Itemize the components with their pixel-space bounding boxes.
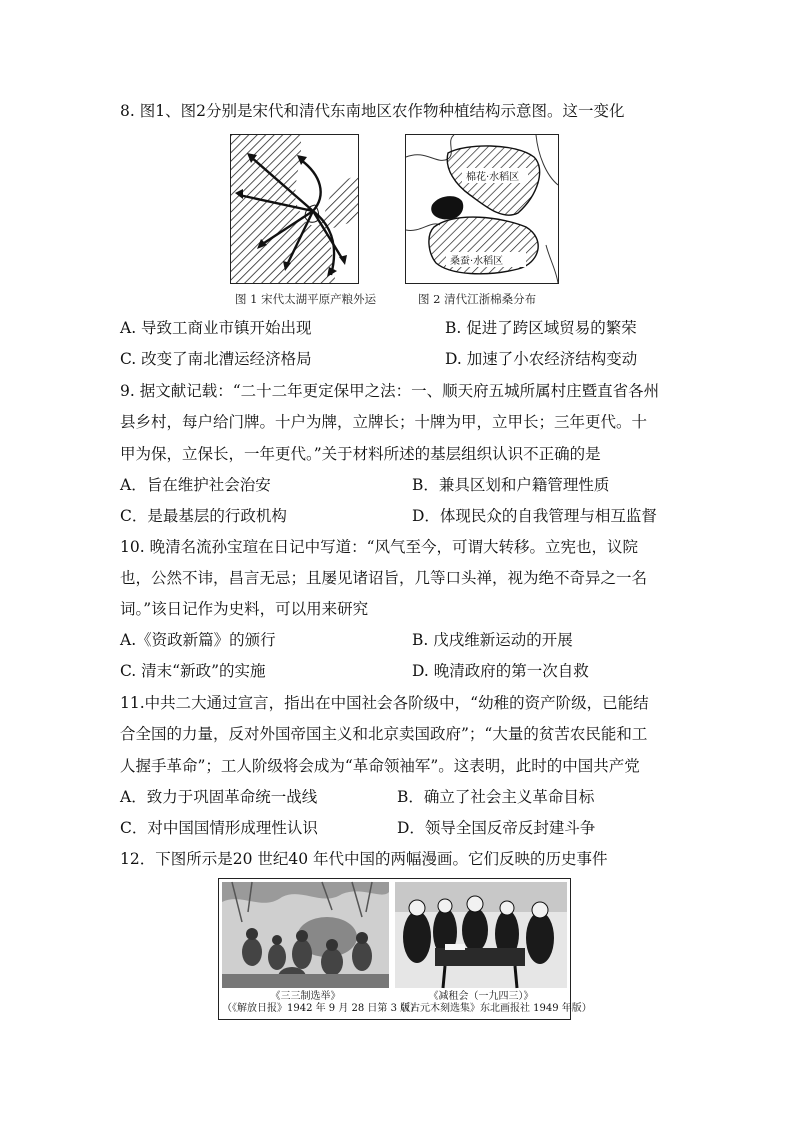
woodcut-three-three-election <box>222 882 389 988</box>
fig2-silk-label: 桑蚕·水稻区 <box>450 256 504 267</box>
right-cartoon-title: 《减租会（一九四三）》 <box>428 991 534 1002</box>
q9-option-a: A．旨在维护社会治安 <box>120 476 271 494</box>
fig1-map-drawing <box>231 135 358 283</box>
q11-option-b: B．确立了社会主义革命目标 <box>397 788 595 806</box>
q9-option-b: B．兼具区划和户籍管理性质 <box>412 476 610 494</box>
q8-stem: 8. 图1、图2分别是宋代和清代东南地区农作物种植结构示意图。这一变化 <box>120 102 625 120</box>
q10-option-c: C. 清末“新政”的实施 <box>120 662 266 680</box>
q10-option-a: A.《资政新篇》的颁行 <box>120 631 276 649</box>
right-cartoon-source: （《古元木刻选集》东北画报社 1949 年版） <box>395 1003 592 1014</box>
fig1-song-grain-map <box>230 134 359 284</box>
q10-stem-line-1: 10. 晚清名流孙宝瑄在日记中写道：“风气至今，可谓大转移。立宪也，议院 <box>120 538 639 556</box>
q10-stem-line-2: 也，公然不讳，昌言无忌；且屡见诸诏旨，几等口头禅，视为绝不奇异之一名 <box>120 569 648 587</box>
q8-option-c: C. 改变了南北漕运经济格局 <box>120 350 312 368</box>
q8-option-a: A. 导致工商业市镇开始出现 <box>120 319 312 337</box>
fig2-qing-cotton-silk-map <box>405 134 559 284</box>
fig2-caption: 图 2 清代江浙棉桑分布 <box>418 292 537 306</box>
q10-option-d: D. 晚清政府的第一次自救 <box>412 662 589 680</box>
q8-option-b: B. 促进了跨区域贸易的繁荣 <box>445 319 637 337</box>
q9-option-c: C．是最基层的行政机构 <box>120 507 287 525</box>
q11-option-c: C．对中国国情形成理性认识 <box>120 819 318 837</box>
fig1-caption: 图 1 宋代太湖平原产粮外运 <box>235 292 377 306</box>
q9-stem-line-2: 县乡村，每户给门牌。十户为牌，立牌长；十牌为甲，立甲长；三年更代。十 <box>120 413 648 431</box>
q12-stem: 12．下图所示是20 世纪40 年代中国的两幅漫画。它们反映的历史事件 <box>120 850 608 868</box>
q9-option-d: D．体现民众的自我管理与相互监督 <box>412 507 657 525</box>
q10-stem-line-3: 词。”该日记作为史料，可以用来研究 <box>120 600 369 618</box>
q11-stem-line-2: 合全国的力量，反对外国帝国主义和北京卖国政府”；“大量的贫苦农民能和工 <box>120 725 648 743</box>
q8-option-d: D. 加速了小农经济结构变动 <box>445 350 638 368</box>
q9-stem-line-3: 甲为保，立保长，一年更代。”关于材料所述的基层组织认识不正确的是 <box>120 445 601 463</box>
q11-stem-line-1: 11.中共二大通过宣言，指出在中国社会各阶级中，“幼稚的资产阶级，已能结 <box>120 694 649 712</box>
fig2-map-drawing <box>406 135 558 283</box>
q10-option-b: B. 戊戌维新运动的开展 <box>412 631 573 649</box>
left-cartoon-title: 《三三制选举》 <box>270 991 341 1002</box>
woodcut-rent-reduction-meeting <box>395 882 567 988</box>
left-cartoon-source: （《解放日报》1942 年 9 月 28 日第 3 版） <box>222 1003 421 1014</box>
q11-stem-line-3: 人握手革命”；工人阶级将会成为“革命领袖军”。这表明，此时的中国共产党 <box>120 757 640 775</box>
q12-figure-frame <box>218 878 592 1020</box>
fig2-cotton-label: 棉花·水稻区 <box>466 172 520 183</box>
q11-option-a: A．致力于巩固革命统一战线 <box>120 788 318 806</box>
q9-stem-line-1: 9. 据文献记载：“二十二年更定保甲之法：一、顺天府五城所属村庄暨直省各州 <box>120 382 660 400</box>
q11-option-d: D．领导全国反帝反封建斗争 <box>397 819 596 837</box>
